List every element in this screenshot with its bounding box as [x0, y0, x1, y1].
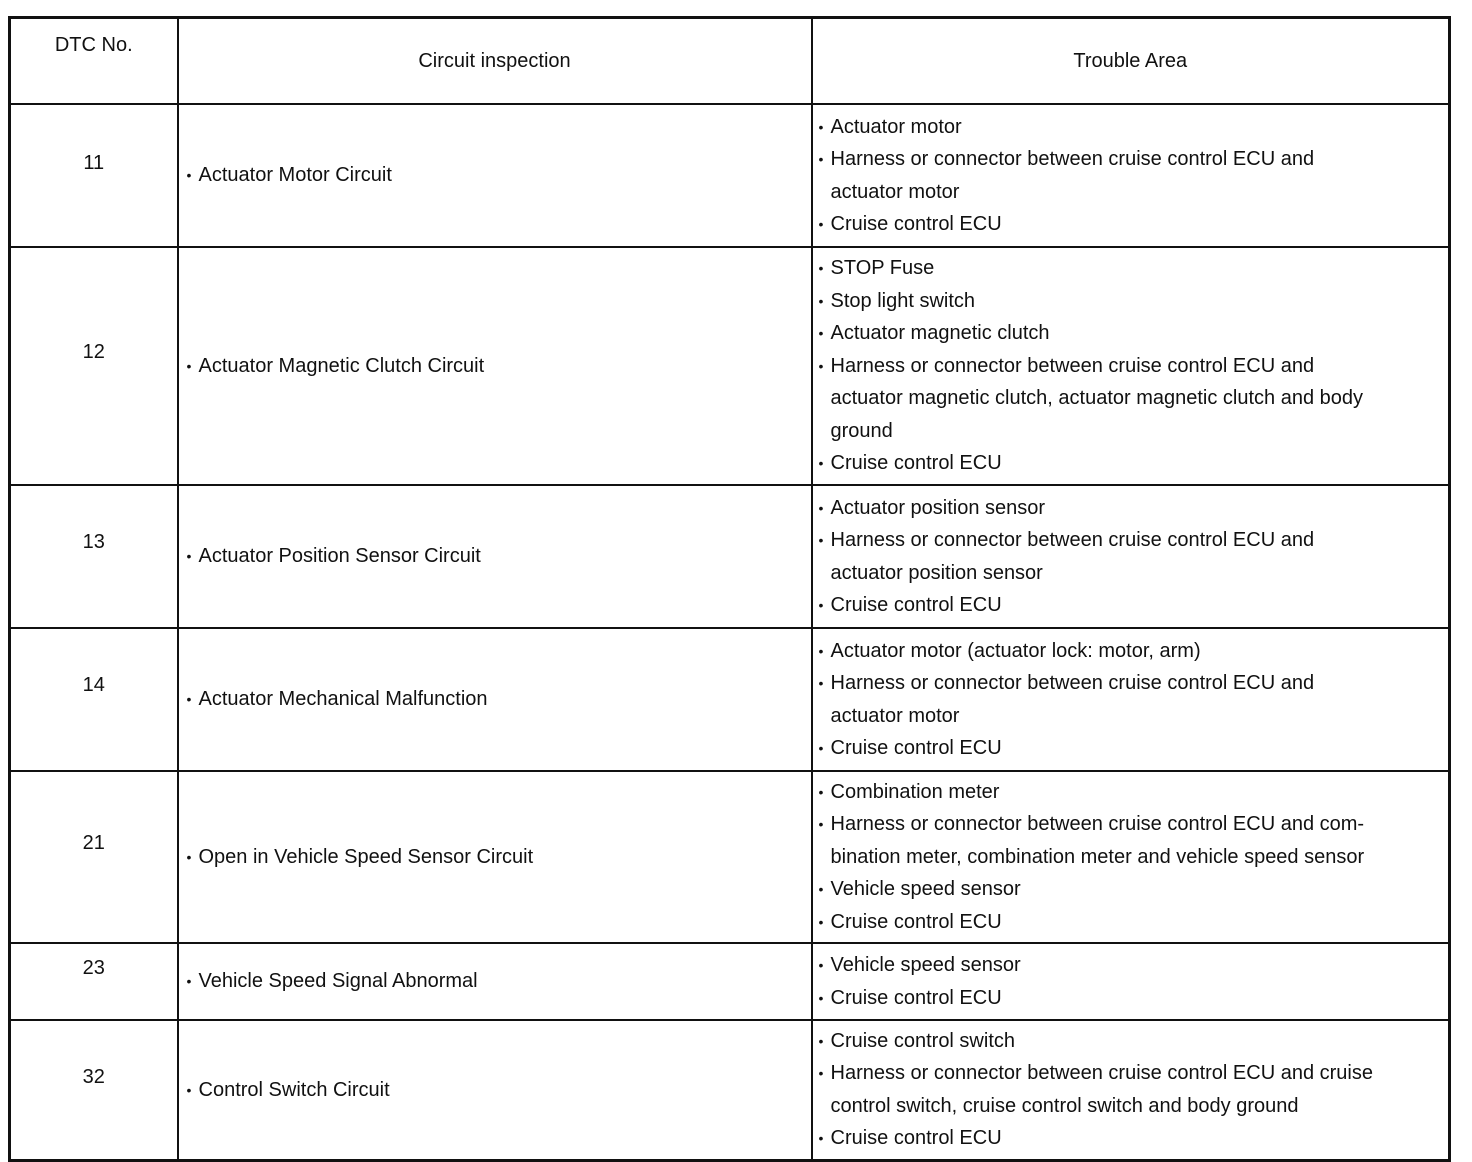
trouble-area-text: Vehicle speed sensor [830, 954, 1021, 976]
circuit-inspection-text: Actuator Motor Circuit [198, 164, 392, 187]
trouble-area-list [819, 111, 1443, 241]
trouble-area-item [819, 906, 1443, 939]
trouble-area-item [819, 1057, 1443, 1122]
dtc-cell [10, 104, 178, 247]
bullet-icon: • [186, 691, 192, 708]
trouble-area-item [819, 447, 1443, 480]
circuit-cell [178, 1020, 812, 1160]
dtc-number: 13 [82, 531, 105, 553]
table-row [10, 485, 1450, 628]
dtc-cell [10, 1020, 178, 1160]
trouble-area-text: Harness or connector between cruise control ECU and actuator magnetic clutch, actuator magnetic clutch and body ground [830, 354, 1364, 442]
trouble-area-item [819, 1025, 1443, 1058]
dtc-cell [10, 247, 178, 485]
circuit-cell [178, 628, 812, 771]
bullet-icon: • [818, 151, 824, 167]
bullet-icon: • [186, 167, 192, 184]
table-row [10, 943, 1450, 1020]
trouble-area-text: Harness or connector between cruise control ECU and actuator motor [830, 672, 1315, 727]
trouble-area-item [819, 982, 1443, 1015]
trouble-area-item [819, 111, 1443, 144]
trouble-area-list [819, 776, 1443, 939]
trouble-area-text: Cruise control ECU [830, 213, 1002, 235]
trouble-area-text: Cruise control ECU [830, 452, 1002, 475]
header-dtc-no: DTC No. [10, 18, 178, 105]
bullet-icon: • [818, 325, 824, 342]
trouble-area-text: Cruise control ECU [830, 910, 1002, 933]
trouble-area-item [819, 524, 1443, 589]
table-row [10, 104, 1450, 247]
bullet-icon: • [818, 989, 824, 1006]
bullet-icon: • [818, 216, 824, 232]
circuit-inspection-text: Control Switch Circuit [198, 1078, 390, 1101]
circuit-cell [178, 104, 812, 247]
bullet-icon: • [818, 532, 824, 548]
bullet-icon: • [818, 292, 824, 309]
trouble-area-text: Harness or connector between cruise control ECU and actuator motor [830, 148, 1315, 203]
bullet-icon: • [818, 1032, 824, 1049]
bullet-icon: • [818, 357, 824, 374]
trouble-area-item [819, 143, 1443, 208]
trouble-area-text: Cruise control ECU [830, 594, 1002, 616]
trouble-area-item [819, 667, 1443, 732]
trouble-area-cell [812, 1020, 1450, 1160]
header-circuit-inspection: Circuit inspection [178, 18, 812, 105]
trouble-area-item [819, 1122, 1443, 1155]
trouble-area-text: Harness or connector between cruise control ECU and com- bination meter, combination meter and vehicle speed sensor [830, 813, 1365, 868]
table-row [10, 628, 1450, 771]
bullet-icon: • [186, 548, 192, 565]
trouble-area-item [819, 635, 1443, 668]
bullet-icon: • [818, 1065, 824, 1082]
bullet-icon: • [818, 118, 824, 135]
trouble-area-text: Harness or connector between cruise control ECU and cruise control switch, cruise control switch and body ground [830, 1062, 1373, 1117]
dtc-cell [10, 771, 178, 943]
trouble-area-item [819, 589, 1443, 622]
trouble-area-list [819, 1025, 1443, 1155]
circuit-cell [178, 485, 812, 628]
trouble-area-item [819, 317, 1443, 350]
dtc-table [8, 16, 1451, 1162]
trouble-area-cell [812, 485, 1450, 628]
trouble-area-text: STOP Fuse [830, 257, 935, 280]
bullet-icon: • [186, 973, 192, 990]
trouble-area-text: Cruise control ECU [830, 1127, 1002, 1150]
dtc-number: 21 [82, 832, 105, 854]
circuit-inspection-text: Open in Vehicle Speed Sensor Circuit [198, 845, 534, 868]
circuit-cell [178, 943, 812, 1020]
dtc-number: 12 [82, 341, 105, 363]
trouble-area-item [819, 808, 1443, 873]
bullet-icon: • [818, 642, 824, 659]
trouble-area-cell [812, 247, 1450, 485]
trouble-area-list [819, 252, 1443, 480]
circuit-cell [178, 247, 812, 485]
trouble-area-item [819, 776, 1443, 809]
trouble-area-item [819, 350, 1443, 448]
dtc-cell [10, 943, 178, 1020]
trouble-area-text: Actuator motor [830, 115, 962, 138]
bullet-icon: • [818, 675, 824, 691]
bullet-icon: • [818, 1130, 824, 1147]
trouble-area-item [819, 492, 1443, 525]
bullet-icon: • [186, 848, 192, 865]
trouble-area-text: Actuator position sensor [830, 496, 1046, 519]
table-row [10, 247, 1450, 485]
trouble-area-text: Stop light switch [830, 289, 976, 312]
dtc-cell [10, 628, 178, 771]
header-row [10, 18, 1450, 105]
bullet-icon: • [818, 913, 824, 930]
trouble-area-text: Actuator magnetic clutch [830, 322, 1050, 345]
dtc-number: 14 [82, 674, 105, 696]
bullet-icon: • [818, 740, 824, 756]
circuit-cell [178, 771, 812, 943]
circuit-inspection-text: Vehicle Speed Signal Abnormal [198, 970, 478, 993]
trouble-area-item [819, 252, 1443, 285]
trouble-area-item [819, 285, 1443, 318]
circuit-inspection-text: Actuator Mechanical Malfunction [198, 688, 488, 711]
trouble-area-list [819, 492, 1443, 622]
bullet-icon: • [186, 357, 192, 374]
trouble-area-cell [812, 771, 1450, 943]
trouble-area-list [819, 949, 1443, 1014]
table-row [10, 771, 1450, 943]
trouble-area-text: Cruise control ECU [830, 986, 1002, 1009]
dtc-number: 11 [83, 152, 105, 174]
trouble-area-text: Harness or connector between cruise control ECU and actuator position sensor [830, 529, 1315, 584]
trouble-area-cell [812, 943, 1450, 1020]
trouble-area-cell [812, 104, 1450, 247]
dtc-cell [10, 485, 178, 628]
trouble-area-text: Cruise control switch [830, 1029, 1016, 1052]
circuit-inspection-text: Actuator Position Sensor Circuit [198, 545, 481, 568]
circuit-inspection-text: Actuator Magnetic Clutch Circuit [198, 354, 485, 377]
trouble-area-item [819, 208, 1443, 241]
dtc-number: 32 [82, 1066, 105, 1088]
trouble-area-item [819, 949, 1443, 982]
trouble-area-text: Cruise control ECU [830, 737, 1002, 759]
bullet-icon: • [818, 455, 824, 472]
trouble-area-text: Combination meter [830, 780, 1000, 803]
bullet-icon: • [818, 783, 824, 800]
bullet-icon: • [186, 1081, 192, 1098]
table-row [10, 1020, 1450, 1160]
bullet-icon: • [818, 881, 824, 898]
dtc-number: 23 [82, 957, 105, 979]
header-trouble-area: Trouble Area [812, 18, 1450, 105]
bullet-icon: • [818, 499, 824, 516]
bullet-icon: • [818, 597, 824, 613]
trouble-area-item [819, 873, 1443, 906]
trouble-area-text: Actuator motor (actuator lock: motor, arm) [830, 639, 1201, 662]
bullet-icon: • [818, 957, 824, 973]
bullet-icon: • [818, 816, 824, 833]
bullet-icon: • [818, 260, 824, 277]
trouble-area-text: Vehicle speed sensor [830, 878, 1021, 901]
trouble-area-list [819, 635, 1443, 765]
trouble-area-item [819, 732, 1443, 765]
trouble-area-cell [812, 628, 1450, 771]
